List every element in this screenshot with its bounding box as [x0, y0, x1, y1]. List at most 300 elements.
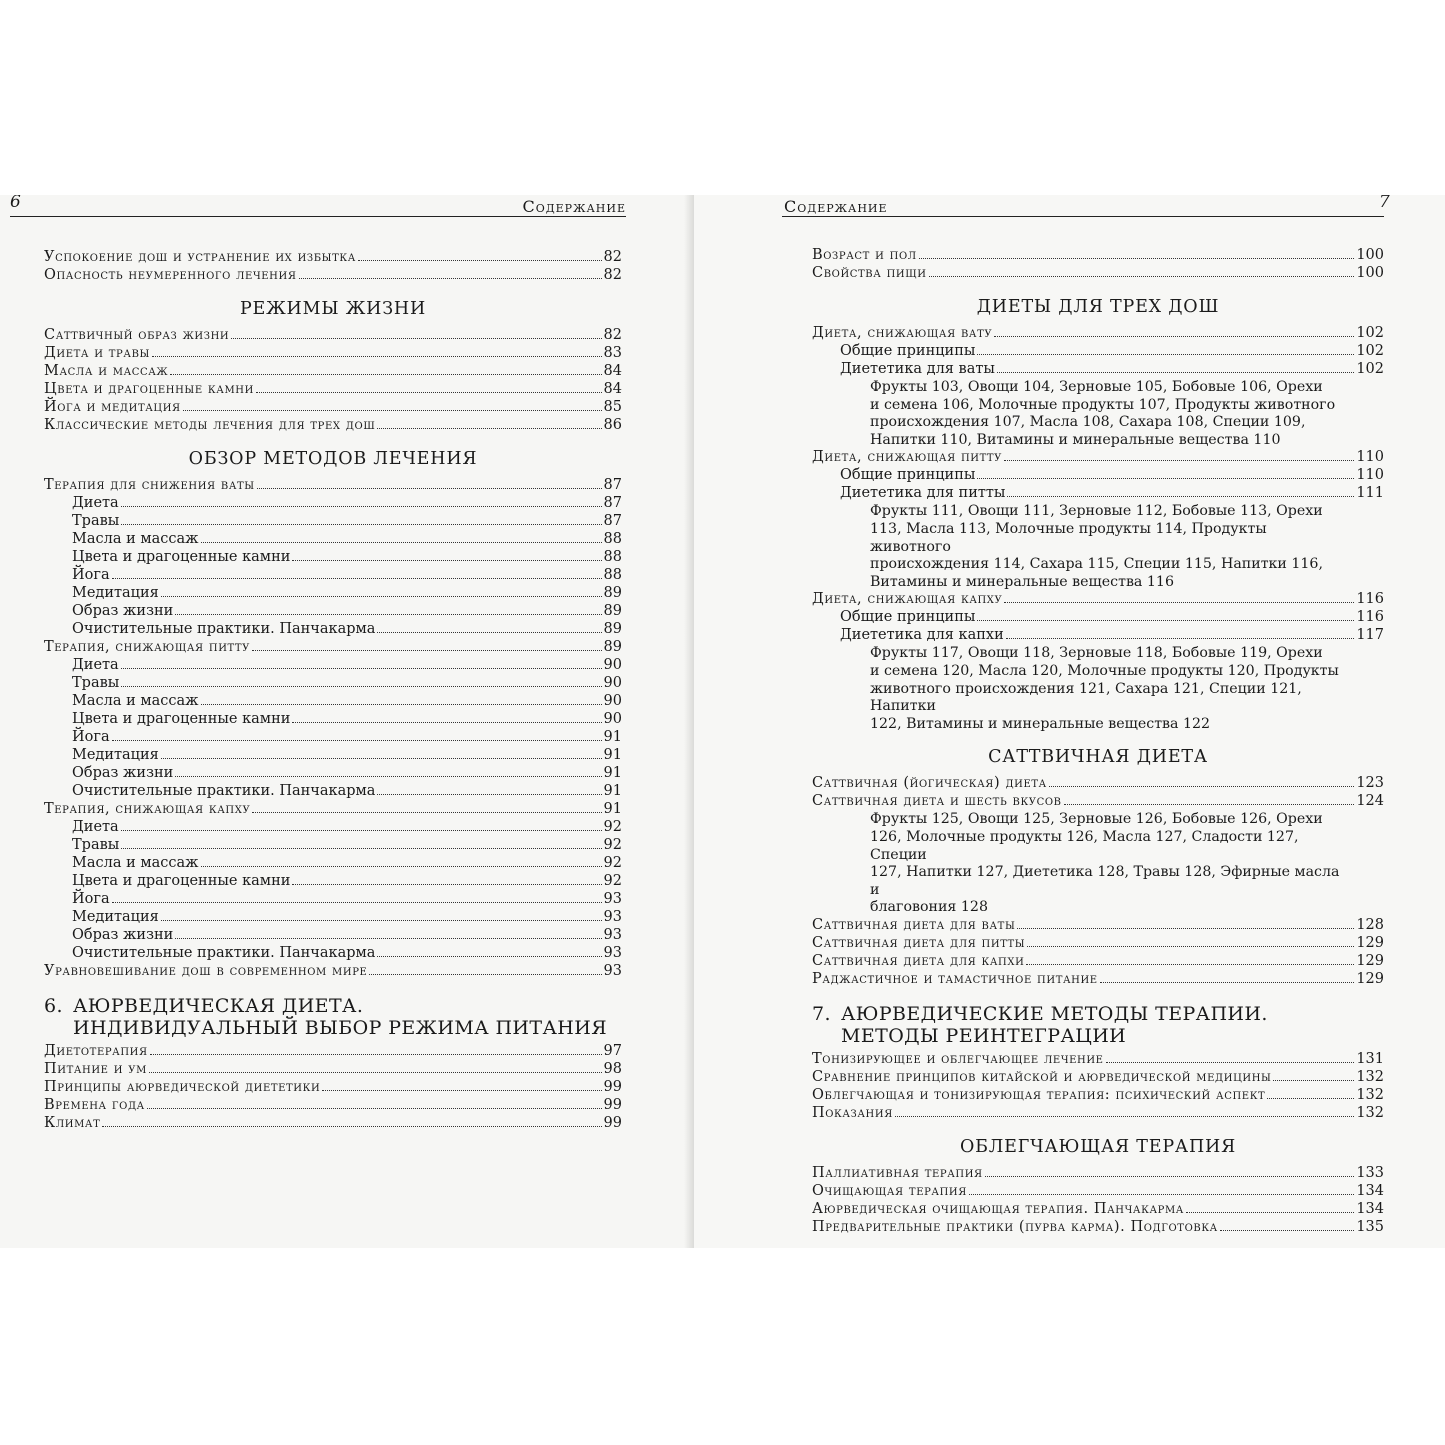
- toc-page-number: 99: [603, 1115, 622, 1131]
- dot-leader: [977, 478, 1354, 479]
- dot-leader: [929, 276, 1355, 277]
- dot-leader: [161, 596, 602, 597]
- dot-leader: [292, 722, 601, 723]
- toc-entry-title: Диета: [72, 657, 119, 673]
- dot-leader: [121, 848, 601, 849]
- dot-leader: [231, 338, 601, 339]
- dot-leader: [1006, 638, 1355, 639]
- toc-page-number: 98: [603, 1061, 622, 1077]
- dot-leader: [1267, 1098, 1354, 1099]
- subtopic-line: и семена 120, Масла 120, Молочные продукты 120, Продукты: [870, 662, 1339, 679]
- toc-page-number: 93: [603, 945, 622, 961]
- toc-entry: [44, 603, 622, 621]
- toc-entry: [44, 621, 622, 639]
- toc-page-number: 92: [603, 837, 622, 853]
- subtopic-line: Фрукты 125, Овощи 125, Зерновые 126, Бобовые 126, Орехи: [870, 811, 1323, 828]
- toc-page-number: 110: [1356, 449, 1384, 466]
- toc-page-number: 132: [1356, 1086, 1384, 1103]
- toc-entry: [812, 361, 1384, 379]
- chapter-number: 7.: [812, 1002, 831, 1025]
- subtopic-line: 113, Масла 113, Молочные продукты 114, Продукты животного: [870, 520, 1267, 555]
- toc-entry-title: Масла и массаж: [72, 855, 199, 871]
- subtopic-line: 127, Напитки 127, Диететика 128, Травы 128, Эфирные масла и: [870, 864, 1340, 898]
- toc-page-number: 110: [1356, 467, 1384, 484]
- toc-page-number: 128: [1356, 916, 1384, 933]
- toc-page-number: 99: [603, 1079, 622, 1095]
- subtopic-line: 126, Молочные продукты 126, Масла 127, Сладости 127, Специи: [870, 828, 1299, 863]
- toc-page-number: 92: [603, 855, 622, 871]
- chapter-heading: [44, 995, 622, 1039]
- toc-entry: [44, 249, 622, 267]
- toc-page-number: 82: [603, 267, 622, 283]
- dot-leader: [1100, 982, 1355, 983]
- dot-leader: [985, 1176, 1355, 1177]
- toc-entry-title: Цвета и драгоценные камни: [72, 711, 291, 727]
- toc-page-number: 88: [603, 549, 622, 565]
- toc-entry: [812, 1183, 1384, 1201]
- toc-entry: [812, 971, 1384, 989]
- dot-leader: [358, 260, 602, 261]
- toc-page-number: 91: [603, 801, 622, 817]
- toc-page-number: 88: [603, 531, 622, 547]
- toc-entry-title: Паллиативная терапия: [812, 1164, 983, 1181]
- toc-page-number: 116: [1356, 609, 1384, 626]
- toc-entry-title: Терапия, снижающая капху: [44, 801, 251, 817]
- dot-leader: [1004, 460, 1354, 461]
- toc-page-number: 132: [1356, 1104, 1384, 1121]
- subtopic-line: Фрукты 103, Овощи 104, Зерновые 105, Бобовые 106, Орехи: [870, 379, 1323, 395]
- dot-leader: [997, 372, 1354, 373]
- toc-entry: [44, 657, 622, 675]
- toc-entry: [44, 417, 622, 435]
- toc-entry: [812, 1201, 1384, 1219]
- dot-leader: [1026, 964, 1354, 965]
- dot-leader: [161, 920, 602, 921]
- toc-entry-title: Саттвичная диета для питты: [812, 934, 1026, 951]
- toc-entry: [812, 467, 1384, 485]
- toc-entry: [812, 793, 1384, 811]
- dot-leader: [369, 974, 601, 975]
- toc-entry-title: Цвета и драгоценные камни: [44, 381, 254, 397]
- toc-entry: [44, 381, 622, 399]
- toc-entry-title: Йога и медитация: [44, 399, 181, 415]
- toc-page-number: 87: [603, 495, 622, 511]
- toc-entry: [812, 935, 1384, 953]
- section-heading: САТТВИЧНАЯ ДИЕТА: [988, 747, 1208, 768]
- dot-leader: [252, 812, 601, 813]
- subtopic-line: Фрукты 117, Овощи 118, Зерновые 118, Бобовые 119, Орехи: [870, 645, 1323, 662]
- toc-entry-title: Терапия, снижающая питту: [44, 639, 250, 655]
- toc-page-number: 91: [603, 783, 622, 799]
- toc-entry: [44, 345, 622, 363]
- toc-entry: [812, 1051, 1384, 1069]
- toc-entry: [812, 591, 1384, 609]
- dot-leader: [121, 668, 602, 669]
- toc-entry: [44, 783, 622, 801]
- section-heading: ОБЗОР МЕТОДОВ ЛЕЧЕНИЯ: [188, 449, 478, 469]
- toc-page-number: 83: [603, 345, 622, 361]
- toc-entry: [812, 1087, 1384, 1105]
- running-header: Содержание: [784, 197, 888, 216]
- toc-entry-title: Очистительные практики. Панчакарма: [72, 945, 376, 961]
- toc-entry-title: Общие принципы: [840, 609, 976, 626]
- toc-entry: [44, 747, 622, 765]
- toc-entry-title: Саттвичная диета и шесть вкусов: [812, 793, 1062, 810]
- subtopic-line: Фрукты 111, Овощи 111, Зерновые 112, Бобовые 113, Орехи: [870, 503, 1323, 520]
- toc-entry: [44, 801, 622, 819]
- toc-entry: [812, 1105, 1384, 1123]
- toc-page-number: 90: [603, 675, 622, 691]
- toc-entry-title: Очищающая терапия: [812, 1182, 967, 1199]
- toc-entry-title: Травы: [72, 675, 120, 691]
- dot-leader: [377, 794, 601, 795]
- toc-entry: [44, 1097, 622, 1115]
- subtopic-list: [812, 379, 1384, 449]
- dot-leader: [1106, 1062, 1355, 1063]
- toc-entry-title: Климат: [44, 1115, 101, 1131]
- subtopic-line: 122, Витамины и минеральные вещества 122: [870, 715, 1211, 732]
- subtopic-line: происхождения 107, Масла 108, Сахара 108, Специи 109,: [870, 414, 1306, 431]
- toc-entry-title: Облегчающая и тонизирующая терапия: психический аспект: [812, 1086, 1266, 1103]
- toc-entry-title: Медитация: [72, 909, 159, 925]
- toc-page-number: 124: [1356, 793, 1384, 810]
- toc-page-number: 97: [603, 1043, 622, 1059]
- subtopic-list: [812, 645, 1384, 733]
- dot-leader: [1273, 1080, 1354, 1081]
- toc-page-number: 87: [603, 477, 622, 493]
- toc-entry-title: Медитация: [72, 585, 159, 601]
- toc-entry-title: Диететика для ваты: [840, 361, 995, 377]
- dot-leader: [1064, 804, 1355, 805]
- toc-entry: [44, 399, 622, 417]
- toc-entry: [44, 729, 622, 747]
- dot-leader: [175, 938, 601, 939]
- toc-entry: [812, 325, 1384, 343]
- toc-page-number: 89: [603, 621, 622, 637]
- toc-entry-title: Диета, снижающая питту: [812, 449, 1002, 466]
- section-heading: ДИЕТЫ ДЛЯ ТРЕХ ДОШ: [976, 297, 1220, 317]
- toc-entry: [44, 1061, 622, 1079]
- dot-leader: [150, 1054, 602, 1055]
- section-heading: РЕЖИМЫ ЖИЗНИ: [239, 299, 427, 319]
- toc-entry: [44, 963, 622, 981]
- toc-entry-title: Успокоение дош и устранение их избытка: [44, 249, 356, 265]
- toc-entry-title: Саттвичная диета для ваты: [812, 916, 1016, 933]
- chapter-heading: [812, 1003, 1384, 1047]
- dot-leader: [201, 704, 602, 705]
- toc-entry: [44, 873, 622, 891]
- toc-entry: [44, 891, 622, 909]
- dot-leader: [175, 614, 601, 615]
- toc-entry: [44, 513, 622, 531]
- toc-entry: [812, 449, 1384, 467]
- toc-entry-title: Аюрведическая очищающая терапия. Панчакарма: [812, 1200, 1184, 1217]
- toc-entry: [44, 549, 622, 567]
- toc-entry-title: Образ жизни: [72, 927, 174, 943]
- dot-leader: [919, 258, 1355, 259]
- toc-entry: [44, 585, 622, 603]
- header-rule: [10, 216, 626, 217]
- dot-leader: [969, 1194, 1354, 1195]
- toc-entry-title: Свойства пищи: [812, 265, 927, 281]
- toc-page-number: 123: [1356, 775, 1384, 792]
- toc-entry-title: Времена года: [44, 1097, 145, 1113]
- toc-entry: [812, 343, 1384, 361]
- toc-entry-title: Масла и массаж: [44, 363, 169, 379]
- toc-entry-title: Медитация: [72, 747, 159, 763]
- dot-leader: [121, 830, 602, 831]
- toc-page-number: 134: [1356, 1182, 1384, 1199]
- dot-leader: [252, 650, 602, 651]
- toc-page-number: 89: [603, 639, 622, 655]
- toc-entry: [44, 267, 622, 285]
- toc-entry: [44, 531, 622, 549]
- toc-entry: [812, 1069, 1384, 1087]
- dot-leader: [292, 560, 601, 561]
- toc-entry: [812, 775, 1384, 793]
- section-heading: ОБЛЕГЧАЮЩАЯ ТЕРАПИЯ: [959, 1136, 1237, 1157]
- toc-entry: [812, 265, 1384, 283]
- toc-page-number: 90: [603, 711, 622, 727]
- toc-entry: [44, 1043, 622, 1061]
- toc-entry-title: Йога: [72, 567, 110, 583]
- toc-entry: [44, 819, 622, 837]
- subtopic-line: Витамины и минеральные вещества 116: [870, 573, 1174, 590]
- toc-page-number: 129: [1356, 934, 1384, 951]
- dot-leader: [299, 278, 602, 279]
- toc-page-number: 92: [603, 819, 622, 835]
- toc-entry-title: Диететика для капхи: [840, 627, 1004, 644]
- toc-entry-title: Очистительные практики. Панчакарма: [72, 621, 376, 637]
- toc-column: [44, 249, 622, 1133]
- toc-entry-title: Диета: [72, 495, 119, 511]
- toc-entry: [44, 711, 622, 729]
- toc-entry-title: Травы: [72, 513, 120, 529]
- dot-leader: [201, 542, 602, 543]
- toc-entry-title: Йога: [72, 891, 110, 907]
- toc-entry: [44, 567, 622, 585]
- subtopic-line: происхождения 114, Сахара 115, Специи 115, Напитки 116,: [870, 556, 1323, 573]
- toc-page-number: 86: [603, 417, 622, 433]
- toc-page-number: 102: [1356, 325, 1384, 341]
- toc-entry: [44, 327, 622, 345]
- chapter-title-line: ИНДИВИДУАЛЬНЫЙ ВЫБОР РЕЖИМА ПИТАНИЯ: [73, 1017, 607, 1039]
- toc-entry-title: Возраст и пол: [812, 247, 917, 263]
- toc-entry: [812, 485, 1384, 503]
- toc-page-number: 111: [1356, 485, 1384, 502]
- dot-leader: [322, 1090, 601, 1091]
- toc-entry: [812, 1219, 1384, 1237]
- toc-page-number: 116: [1356, 591, 1384, 608]
- dot-leader: [1049, 786, 1354, 787]
- toc-entry-title: Диета, снижающая вату: [812, 325, 993, 341]
- dot-leader: [152, 356, 602, 357]
- toc-entry-title: Уравновешивание дош в современном мире: [44, 963, 368, 979]
- toc-entry: [44, 693, 622, 711]
- dot-leader: [112, 902, 602, 903]
- chapter-title-line: МЕТОДЫ РЕИНТЕГРАЦИИ: [841, 1024, 1127, 1047]
- dot-leader: [977, 354, 1354, 355]
- toc-entry: [812, 953, 1384, 971]
- toc-entry: [44, 855, 622, 873]
- dot-leader: [170, 374, 601, 375]
- chapter-title-line: АЮРВЕДИЧЕСКАЯ ДИЕТА.: [73, 995, 364, 1017]
- toc-entry-title: Очистительные практики. Панчакарма: [72, 783, 376, 799]
- toc-entry-title: Раджастичное и тамастичное питание: [812, 970, 1098, 987]
- toc-page-number: 117: [1356, 627, 1384, 644]
- dot-leader: [1186, 1212, 1354, 1213]
- toc-entry: [44, 909, 622, 927]
- toc-entry-title: Общие принципы: [840, 467, 976, 484]
- dot-leader: [112, 740, 602, 741]
- chapter-number: 6.: [44, 995, 63, 1017]
- running-header: Содержание: [522, 197, 626, 216]
- toc-entry-title: Диета, снижающая капху: [812, 591, 1003, 608]
- toc-page-number: 84: [603, 381, 622, 397]
- toc-entry-title: Диета: [72, 819, 119, 835]
- dot-leader: [121, 506, 602, 507]
- toc-entry-title: Опасность неумеренного лечения: [44, 267, 297, 283]
- toc-entry-title: Питание и ум: [44, 1061, 147, 1077]
- toc-page-number: 91: [603, 729, 622, 745]
- subtopic-line: Напитки 110, Витамины и минеральные вещества 110: [870, 431, 1281, 448]
- toc-entry-title: Диетотерапия: [44, 1043, 148, 1059]
- toc-entry-title: Цвета и драгоценные камни: [72, 873, 291, 889]
- toc-entry-title: Терапия для снижения ваты: [44, 477, 255, 493]
- toc-column: [812, 247, 1384, 1237]
- toc-page-number: 132: [1356, 1068, 1384, 1085]
- subtopic-line: и семена 106, Молочные продукты 107, Продукты животного: [870, 396, 1336, 413]
- dot-leader: [895, 1116, 1354, 1117]
- toc-entry-title: Образ жизни: [72, 603, 174, 619]
- toc-entry: [44, 639, 622, 657]
- header-rule: [782, 216, 1384, 217]
- toc-entry-title: Саттвичная (йогическая) диета: [812, 775, 1047, 792]
- toc-entry-title: Диететика для питты: [840, 485, 1006, 502]
- toc-page-number: 134: [1356, 1200, 1384, 1217]
- toc-entry-title: Тонизирующее и облегчающее лечение: [812, 1050, 1104, 1067]
- dot-leader: [292, 884, 601, 885]
- toc-entry: [812, 627, 1384, 645]
- page-number: 6: [10, 195, 21, 212]
- subtopic-line: животного происхождения 121, Сахара 121, Специи 121, Напитки: [870, 680, 1302, 715]
- page-number: 7: [1379, 195, 1390, 212]
- toc-entry-title: Принципы аюрведической диететики: [44, 1079, 321, 1095]
- toc-entry: [44, 363, 622, 381]
- dot-leader: [1027, 946, 1354, 947]
- toc-entry: [44, 765, 622, 783]
- toc-entry-title: Масла и массаж: [72, 531, 199, 547]
- dot-leader: [102, 1126, 601, 1127]
- dot-leader: [377, 428, 601, 429]
- toc-page-number: 89: [603, 603, 622, 619]
- toc-entry-title: Общие принципы: [840, 343, 976, 359]
- toc-page-number: 129: [1356, 970, 1384, 987]
- toc-entry: [812, 247, 1384, 265]
- toc-page-number: 93: [603, 909, 622, 925]
- toc-page-number: 99: [603, 1097, 622, 1113]
- toc-entry-title: Саттвичный образ жизни: [44, 327, 230, 343]
- dot-leader: [256, 392, 602, 393]
- toc-entry: [44, 1115, 622, 1133]
- toc-page-number: 133: [1356, 1164, 1384, 1181]
- toc-entry: [44, 837, 622, 855]
- toc-page-number: 90: [603, 657, 622, 673]
- dot-leader: [1220, 1230, 1354, 1231]
- toc-entry-title: Масла и массаж: [72, 693, 199, 709]
- dot-leader: [1007, 496, 1354, 497]
- dot-leader: [121, 686, 601, 687]
- dot-leader: [112, 578, 602, 579]
- toc-page-number: 93: [603, 891, 622, 907]
- toc-page-number: 82: [603, 249, 622, 265]
- toc-entry-title: Предварительные практики (пурва карма). Подготовка: [812, 1218, 1218, 1235]
- toc-entry-title: Йога: [72, 729, 110, 745]
- dot-leader: [161, 758, 602, 759]
- toc-page-number: 102: [1356, 361, 1384, 377]
- toc-page-number: 129: [1356, 952, 1384, 969]
- dot-leader: [183, 410, 602, 411]
- toc-page-number: 131: [1356, 1050, 1384, 1067]
- dot-leader: [121, 524, 601, 525]
- toc-page-number: 85: [603, 399, 622, 415]
- dot-leader: [377, 632, 601, 633]
- dot-leader: [175, 776, 601, 777]
- toc-page-number: 90: [603, 693, 622, 709]
- toc-entry-title: Цвета и драгоценные камни: [72, 549, 291, 565]
- toc-entry-title: Образ жизни: [72, 765, 174, 781]
- dot-leader: [994, 336, 1354, 337]
- toc-page-number: 93: [603, 963, 622, 979]
- toc-page-number: 100: [1356, 265, 1384, 281]
- dot-leader: [377, 956, 601, 957]
- toc-entry: [44, 945, 622, 963]
- toc-page-number: 82: [603, 327, 622, 343]
- toc-entry: [44, 1079, 622, 1097]
- toc-entry-title: Сравнение принципов китайской и аюрведической медицины: [812, 1068, 1272, 1085]
- toc-page-number: 102: [1356, 343, 1384, 359]
- chapter-title-line: АЮРВЕДИЧЕСКИЕ МЕТОДЫ ТЕРАПИИ.: [841, 1002, 1268, 1025]
- toc-entry-title: Травы: [72, 837, 120, 853]
- toc-entry-title: Саттвичная диета для капхи: [812, 952, 1025, 969]
- toc-page-number: 89: [603, 585, 622, 601]
- toc-entry-title: Диета и травы: [44, 345, 150, 361]
- dot-leader: [147, 1108, 602, 1109]
- toc-entry: [812, 1165, 1384, 1183]
- dot-leader: [257, 488, 602, 489]
- toc-page-number: 92: [603, 873, 622, 889]
- toc-entry: [44, 495, 622, 513]
- toc-entry: [44, 927, 622, 945]
- toc-entry-title: Показания: [812, 1104, 893, 1121]
- dot-leader: [201, 866, 602, 867]
- toc-entry: [44, 477, 622, 495]
- dot-leader: [1004, 602, 1354, 603]
- dot-leader: [1017, 928, 1354, 929]
- dot-leader: [149, 1072, 602, 1073]
- dot-leader: [977, 620, 1354, 621]
- toc-page-number: 88: [603, 567, 622, 583]
- subtopic-list: [812, 503, 1384, 591]
- subtopic-list: [812, 811, 1384, 917]
- toc-page-number: 135: [1356, 1218, 1384, 1235]
- subtopic-line: благовония 128: [870, 899, 988, 916]
- right-page: [694, 195, 1445, 1248]
- toc-entry: [812, 917, 1384, 935]
- toc-page-number: 87: [603, 513, 622, 529]
- left-page: [0, 195, 694, 1248]
- toc-page-number: 91: [603, 747, 622, 763]
